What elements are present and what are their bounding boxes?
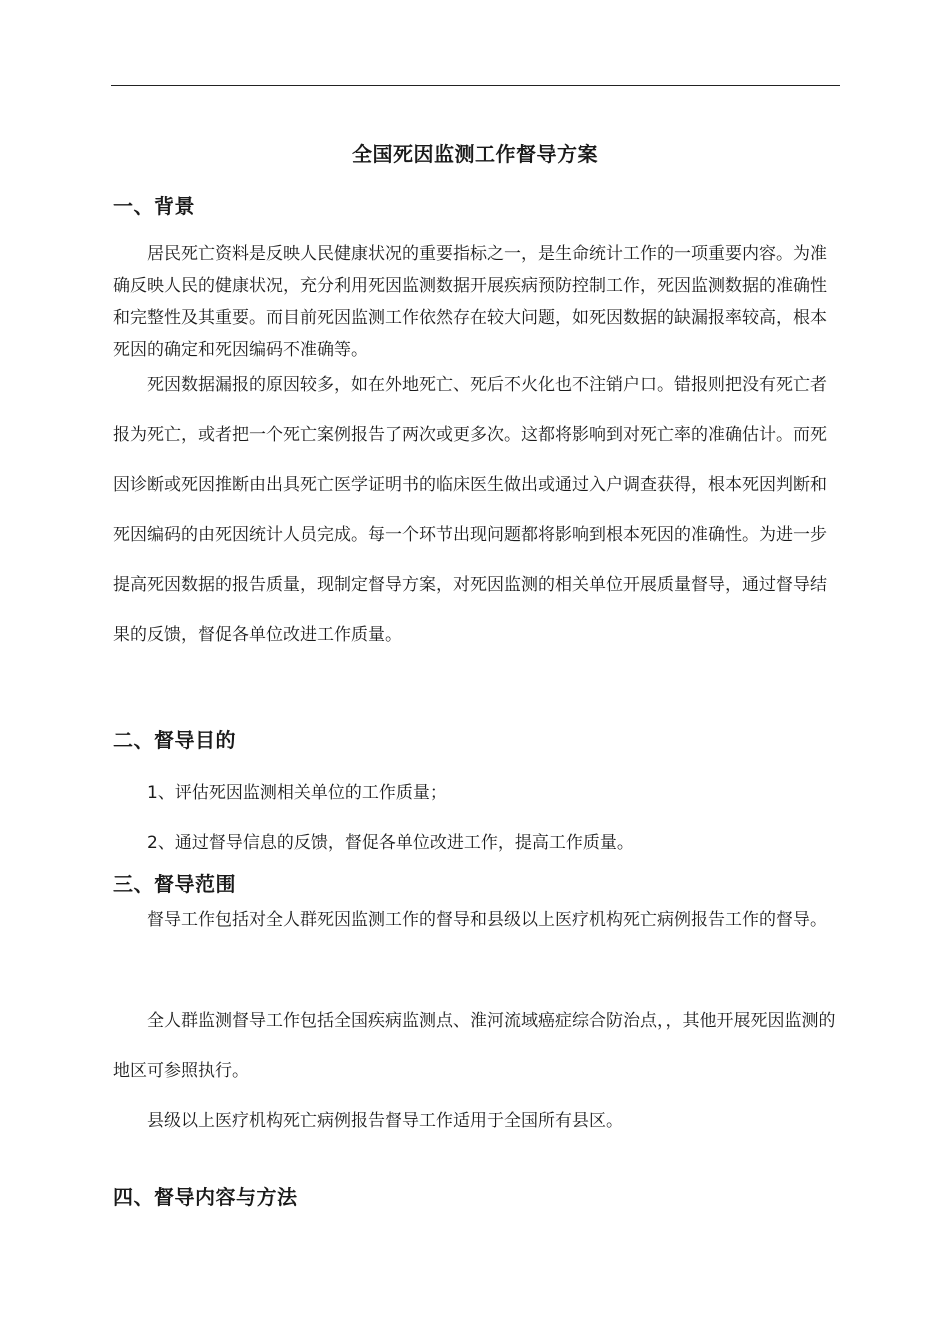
section-heading-methods: 四、督导内容与方法 — [113, 1185, 298, 1209]
document-title: 全国死因监测工作督导方案 — [352, 142, 598, 166]
purpose-item-1: 1、评估死因监测相关单位的工作质量； — [147, 783, 447, 803]
scope-paragraph-3: 县级以上医疗机构死亡病例报告督导工作适用于全国所有县区。 — [147, 1111, 623, 1131]
background-paragraph-2: 死因数据漏报的原因较多，如在外地死亡、死后不火化也不注销户口。错报则把没有死亡者报为死亡，或者把一个死亡案例报告了两次或更多次。这都将影响到对死亡率的准确估计。而死因诊断或死因推断由出具死亡医学证明书的临床医生做出或通过入户调查获得，根本死因判断和死因编码的由死因统计人员完成。每一个环节出现问题都将影响到根本死因的准确性。为进一步提高死因数据的报告质量，现制定督导方案，对死因监测的相关单位开展质量督导，通过督导结果的反馈，督促各单位改进工作质量。 — [113, 375, 827, 645]
scope-paragraph-2: 全人群监测督导工作包括全国疾病监测点、淮河流域癌症综合防治点，，其他开展死因监测的地区可参照执行。 — [113, 1011, 836, 1081]
background-paragraph-1: 居民死亡资料是反映人民健康状况的重要指标之一，是生命统计工作的一项重要内容。为准确反映人民的健康状况，充分利用死因监测数据开展疾病预防控制工作，死因监测数据的准确性和完整性及其重要。而目前死因监测工作依然存在较大问题，如死因数据的缺漏报率较高，根本死因的确定和死因编码不准确等。 — [113, 244, 827, 360]
section-heading-background: 一、背景 — [113, 194, 195, 218]
section-heading-scope: 三、督导范围 — [113, 872, 236, 896]
purpose-item-2: 2、通过督导信息的反馈，督促各单位改进工作，提高工作质量。 — [147, 833, 634, 853]
header-rule — [111, 85, 840, 86]
scope-paragraph-1: 督导工作包括对全人群死因监测工作的督导和县级以上医疗机构死亡病例报告工作的督导。 — [147, 910, 827, 930]
section-heading-purpose: 二、督导目的 — [113, 728, 236, 752]
